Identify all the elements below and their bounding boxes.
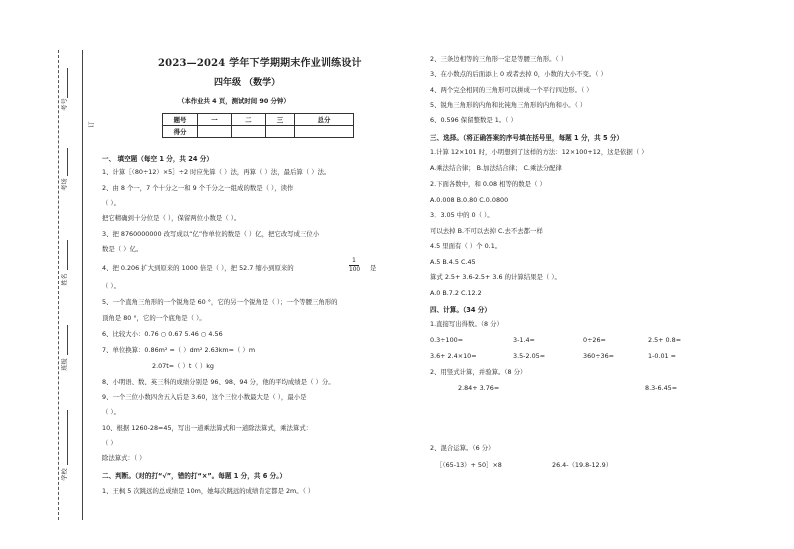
margin-exam-no-label: 考号 — [61, 98, 69, 111]
question-9a: 9、一个三位小数四舍五入后是 3.60，这个三位小数最大是（ ），最小是 — [102, 393, 307, 401]
score-input-cell[interactable] — [198, 126, 232, 138]
vertical-calc-item: 2.84+ 3.76= — [458, 384, 500, 392]
choice-3: 3．3.05 中的 0（ ）。 — [430, 211, 494, 219]
score-cell: 三 — [266, 114, 295, 126]
question-2c: 把它精确到十分位是（ ），保留两位小数是（ ）。 — [102, 214, 241, 222]
oral-calc-item: 3.6+ 2.4×10= — [430, 352, 477, 360]
question-4a: 4、把 0.206 扩大到原来的 1000 倍是（ ），把 52.7 缩小到原来的 — [102, 264, 294, 272]
section4-title: 四、计算。（34 分） — [430, 306, 491, 314]
question-4b: 是 — [370, 264, 377, 272]
grade-subject: 四年级 （数学） — [214, 78, 281, 88]
exam-room-line — [67, 148, 68, 176]
choice-1-options: A.乘法结合律； B.加法结合律； C.乘法分配律 — [430, 164, 562, 172]
vertical-calc-item: 8.3-6.45= — [645, 384, 678, 392]
choice-3-options: 可以去掉 B.不可以去掉 C.去不去都一样 — [430, 227, 543, 235]
fraction-numerator: 1 — [352, 258, 356, 264]
margin-school-label: 学校 — [61, 468, 69, 481]
question-10c: 除法算式：（ ） — [102, 454, 146, 462]
fraction-one-hundredth — [349, 258, 359, 273]
test-note: （本作业共 4 页，测试时间 90 分钟） — [178, 97, 290, 105]
fraction-denominator: 100 — [349, 267, 361, 273]
binding-line-inner — [82, 50, 83, 520]
oral-calc-item: 3.5-2.05= — [513, 352, 546, 360]
class-line — [67, 325, 68, 355]
margin-exam-room-label: 考场 — [61, 178, 69, 191]
choice-1: 1.计算 12×101 时，小明想到了这样的方法：12×100+12，这是依据（ ） — [430, 148, 648, 156]
section3-title: 三、选择。（将正确答案的序号填在括号里，每题 1 分，共 5 分） — [430, 134, 624, 142]
margin-name-label: 姓名 — [61, 273, 69, 286]
mixed-calc-item: 26.4-（19.8-12.9） — [552, 461, 613, 469]
exam-no-line — [67, 68, 68, 98]
choice-2-options: A.0.008 B.0.80 C.0.0800 — [430, 196, 509, 204]
mixed-calc-item: ［（65-13）+ 50］×8 — [436, 461, 502, 469]
score-input-cell[interactable] — [295, 126, 354, 138]
section2-title: 二、判断。（对的打“√”，错的打“×”。每题 1 分，共 6 分。） — [102, 472, 287, 480]
score-cell: 得分 — [163, 126, 198, 138]
choice-4: 4.5 里面有（ ）个 0.1。 — [430, 242, 502, 250]
oral-calc-item: 360÷36= — [583, 352, 615, 360]
question-8: 8、小明语、数、英三科的成绩分别是 96、98、94 分，他的平均成绩是（ ）分。 — [102, 378, 335, 386]
question-3b: 数是（ ）亿。 — [102, 245, 143, 253]
choice-5-options: A.0 B.7.2 C.12.2 — [430, 289, 482, 297]
calc2-title: 2、用竖式计算，并验算。（8 分） — [430, 368, 527, 376]
question-3a: 3、把 8760000000 改写成以“亿”作单位的数是（ ）亿，把它改写成三位小 — [102, 230, 320, 238]
question-5b: 顶角是 80 °，它的一个底角是（ ）。 — [102, 314, 206, 322]
choice-5: 算式 2.5+ 3.6-2.5+ 3.6 的计算结果是（ ）。 — [430, 273, 561, 281]
question-2a: 2、由 8 个一，7 个十分之一和 9 个千分之一组成的数是（ ），读作 — [102, 184, 294, 192]
judge-3: 3、在小数点的后面添上 0 或者去掉 0，小数的大小不变。（ ） — [430, 70, 607, 78]
question-2b: （ ）。 — [102, 199, 121, 207]
question-5a: 5、一个直角三角形的一个锐角是 60 °，它的另一个锐角是（ ）；一个等腰三角形的 — [102, 298, 338, 306]
margin-ding-label: 订 — [88, 121, 96, 128]
section1-title: 一、 填空题（每空 1 分，共 24 分） — [102, 155, 213, 163]
score-table-header-row — [163, 114, 354, 126]
oral-calc-item: 1-0.01 = — [648, 352, 676, 360]
choice-2: 2.下面各数中，和 0.08 相等的数是（ ） — [430, 180, 546, 188]
judge-1: 1、王枫 5 次跳远的总成绩是 10m，她每次跳远的成绩肯定都是 2m。（ ） — [102, 487, 315, 495]
judge-4: 4、两个完全相同的三角形可以拼成一个平行四边形。（ ） — [430, 86, 593, 94]
question-10b: （ ） — [102, 439, 117, 447]
name-line — [67, 240, 68, 270]
choice-4-options: A.5 B.4.5 C.45 — [430, 258, 476, 266]
judge-6: 6、0.596 保留整数是 1。（ ） — [430, 116, 517, 124]
oral-calc-item: 3-1.4= — [513, 336, 535, 344]
judge-2: 2、三条边相等的三角形一定是等腰三角形。（ ） — [430, 55, 568, 63]
question-7b: 2.07t=（ ）t（ ）kg — [152, 362, 214, 370]
school-line — [67, 410, 68, 465]
fraction-bar — [349, 265, 359, 266]
oral-calc-item: 0.3÷100= — [430, 336, 464, 344]
judge-5: 5、锐角三角形的内角和比钝角三角形的内角和小。（ ） — [430, 101, 587, 109]
question-1: 1、计算［（80÷12）×5］÷2 时应先算（ ）法，再算（ ）法，最后算（ ）法。 — [102, 168, 331, 176]
oral-calc-item: 2.5+ 0.8= — [648, 336, 682, 344]
question-6: 6、比较大小：0.76 ○ 0.67 5.46 ○ 4.56 — [102, 330, 223, 338]
question-7a: 7、单位换算：0.86m² =（ ）dm² 2.63km=（ ）m — [102, 346, 256, 354]
calc1-title: 1.直接写出得数。（8 分） — [430, 320, 503, 328]
score-table-score-row — [163, 126, 354, 138]
page-title: 2023—2024 学年下学期期末作业训练设计 — [158, 58, 362, 69]
oral-calc-item: 0÷26= — [583, 336, 606, 344]
score-table — [162, 113, 354, 138]
calc3-title: 2、混合运算。（6 分） — [430, 444, 495, 452]
score-cell: 题号 — [163, 114, 198, 126]
question-10a: 10、根据 1260-28=45，写出一道乘法算式和一道除法算式，乘法算式： — [102, 424, 313, 432]
question-4c: （ ）。 — [102, 282, 121, 290]
score-input-cell[interactable] — [266, 126, 295, 138]
question-9b: （ ）。 — [102, 408, 121, 416]
score-cell: 二 — [232, 114, 266, 126]
score-cell: 总分 — [295, 114, 354, 126]
score-cell: 一 — [198, 114, 232, 126]
score-input-cell[interactable] — [232, 126, 266, 138]
margin-class-label: 班级 — [61, 358, 69, 371]
